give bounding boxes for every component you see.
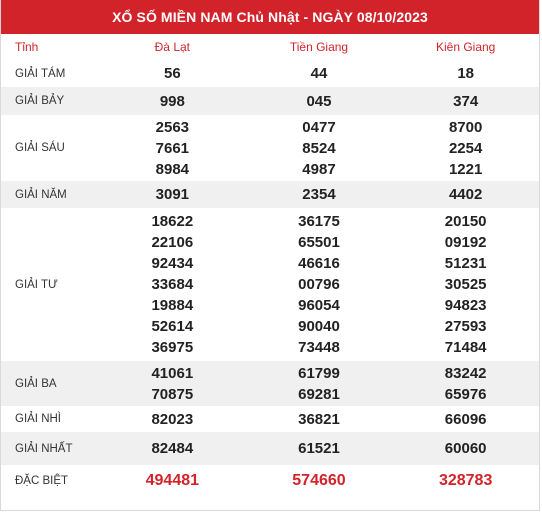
prize-number: 8524 — [302, 139, 336, 157]
prize-cell — [246, 115, 393, 181]
prize-cell — [246, 406, 393, 432]
prize-number: 65501 — [298, 234, 340, 251]
prize-number: 94823 — [444, 297, 487, 314]
prize-cell — [99, 87, 246, 115]
table-header-row — [1, 34, 539, 60]
prize-number: 61521 — [298, 440, 340, 457]
prize-number: 66096 — [444, 410, 487, 428]
prize-number: 44 — [310, 65, 328, 82]
prize-cell — [99, 432, 246, 465]
prize-cell — [99, 406, 246, 432]
prize-number: 328783 — [438, 472, 493, 489]
prize-number: 998 — [159, 92, 185, 110]
prize-number: 494481 — [145, 472, 200, 489]
prize-cell — [246, 181, 393, 208]
results-title: XỔ SỐ MIỀN NAM Chủ Nhật - NGÀY 08/10/2023 — [112, 9, 428, 25]
prize-cell — [99, 181, 246, 208]
prize-number: 96054 — [298, 297, 340, 314]
prize-cell — [392, 87, 539, 115]
prize-number: 36975 — [151, 339, 194, 356]
prize-number: 92434 — [151, 255, 194, 272]
prize-cell — [99, 115, 246, 181]
prize-cell — [392, 406, 539, 432]
prize-number: 36821 — [298, 410, 340, 428]
prize-cell — [392, 115, 539, 181]
prize-number: 46616 — [298, 255, 340, 272]
table-row — [1, 208, 539, 361]
prize-number: 82023 — [151, 410, 194, 428]
prize-number: 374 — [453, 92, 479, 110]
table-row — [1, 406, 539, 432]
prize-number: 18 — [457, 65, 474, 82]
table-row — [1, 181, 539, 208]
prize-number: 52614 — [151, 318, 194, 335]
prize-cell — [246, 465, 393, 496]
prize-number: 41061 — [151, 364, 194, 382]
prize-number: 60060 — [444, 440, 487, 457]
prize-number: 045 — [306, 92, 332, 110]
table-row — [1, 361, 539, 406]
prize-number: 2354 — [302, 186, 336, 203]
prize-cell — [246, 208, 393, 361]
prize-cell — [246, 60, 393, 87]
prize-number: 0477 — [302, 118, 336, 136]
prize-number: 73448 — [298, 339, 340, 356]
prize-number: 4402 — [448, 186, 483, 203]
province-column-label: Tỉnh — [15, 40, 39, 54]
prize-number: 8700 — [448, 118, 483, 136]
prize-cell — [99, 60, 246, 87]
prize-number: 22106 — [151, 234, 194, 251]
prize-number: 18622 — [151, 213, 194, 230]
prize-number: 65976 — [444, 385, 487, 403]
province-header-kien-giang[interactable]: Kiên Giang — [435, 40, 496, 54]
prize-label: GIẢI TƯ — [15, 278, 58, 291]
prize-number: 09192 — [444, 234, 487, 251]
prize-number: 33684 — [151, 276, 194, 293]
prize-number: 61799 — [298, 364, 340, 382]
prize-number: 27593 — [444, 318, 487, 335]
prize-number: 82484 — [151, 440, 194, 457]
prize-cell — [246, 87, 393, 115]
prize-label: ĐẶC BIỆT — [15, 474, 69, 487]
prize-cell — [392, 465, 539, 496]
prize-cell — [246, 361, 393, 406]
table-row — [1, 87, 539, 115]
prize-label: GIẢI TÁM — [15, 67, 66, 80]
prize-number: 2254 — [448, 139, 483, 157]
prize-number: 2563 — [155, 118, 190, 136]
prize-number: 36175 — [298, 213, 340, 230]
prize-number: 83242 — [444, 364, 487, 382]
prize-cell — [99, 465, 246, 496]
prize-label: GIẢI NHÌ — [15, 413, 62, 425]
prize-number: 56 — [163, 65, 181, 82]
prize-number: 574660 — [292, 472, 346, 489]
table-row — [1, 465, 539, 496]
prize-number: 1221 — [448, 160, 483, 178]
prize-number: 7661 — [155, 139, 190, 157]
prize-number: 8984 — [155, 160, 190, 178]
table-row — [1, 115, 539, 181]
prize-cell — [392, 60, 539, 87]
prize-number: 3091 — [155, 186, 190, 203]
prize-cell — [246, 432, 393, 465]
table-row — [1, 60, 539, 87]
prize-cell — [99, 208, 246, 361]
prize-number: 70875 — [151, 385, 194, 403]
prize-label: GIẢI NĂM — [1, 181, 99, 208]
province-header-da-lat[interactable]: Đà Lạt — [154, 40, 190, 54]
prize-number: 71484 — [444, 339, 487, 356]
prize-cell — [392, 181, 539, 208]
results-title-bar — [1, 0, 539, 34]
prize-label: GIẢI NHẤT — [1, 432, 99, 465]
table-row — [1, 432, 539, 465]
prize-number: 51231 — [444, 255, 487, 272]
prize-number: 30525 — [444, 276, 487, 293]
prize-cell — [392, 361, 539, 406]
prize-number: 20150 — [444, 213, 487, 230]
prize-cell — [392, 208, 539, 361]
results-table — [1, 34, 539, 496]
prize-number: 4987 — [302, 160, 336, 178]
prize-label: GIẢI BA — [1, 361, 99, 406]
prize-number: 00796 — [298, 276, 340, 293]
prize-number: 90040 — [298, 318, 340, 335]
prize-cell — [99, 361, 246, 406]
prize-label: GIẢI SÁU — [15, 142, 65, 154]
prize-number: 19884 — [151, 297, 194, 314]
prize-label: GIẢI BẢY — [1, 87, 99, 115]
province-header-tien-giang[interactable]: Tiền Giang — [289, 40, 349, 54]
prize-number: 69281 — [298, 385, 340, 403]
prize-cell — [392, 432, 539, 465]
